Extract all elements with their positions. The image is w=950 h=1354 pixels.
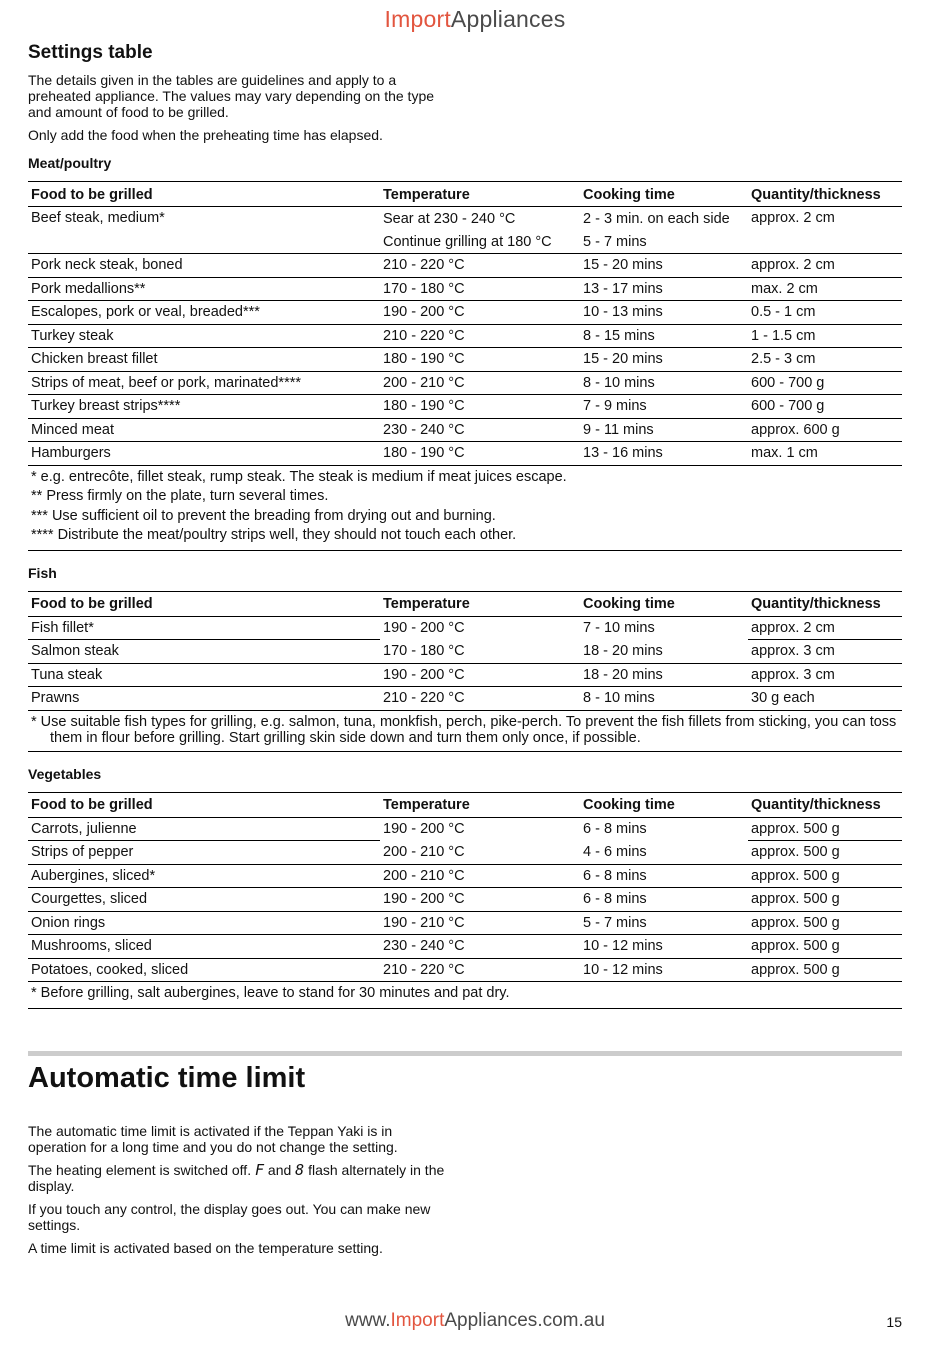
auto-paragraph-2 <box>28 1162 448 1194</box>
table-row <box>28 888 902 912</box>
cell-qty: approx. 2 cm <box>748 254 902 278</box>
brand-logo <box>0 6 950 33</box>
table-row <box>28 254 902 278</box>
cell-qty: approx. 500 g <box>748 888 902 912</box>
cell-temp: 190 - 200 °C <box>380 301 580 325</box>
cell-food: Fish fillet* <box>28 616 380 640</box>
cell-qty: approx. 500 g <box>748 935 902 959</box>
cell-qty: approx. 500 g <box>748 864 902 888</box>
display-symbol-8: 8 <box>295 1160 305 1179</box>
auto-paragraph-3: If you touch any control, the display goes out. You can make new settings. <box>28 1200 431 1233</box>
cell-time: 2 - 3 min. on each side <box>583 210 730 227</box>
col-cooking-time: Cooking time <box>580 792 748 817</box>
cell-time: 5 - 7 mins <box>580 230 748 254</box>
cell-time: 18 - 20 mins <box>580 663 748 687</box>
page-content <box>28 42 902 1263</box>
cell-time: 8 - 10 mins <box>580 687 748 711</box>
logo-import: Import <box>384 6 451 32</box>
vegetables-notes <box>28 982 902 1009</box>
table-row <box>28 958 902 982</box>
cell-food: Salmon steak <box>28 640 380 664</box>
table-row <box>28 207 902 231</box>
cell-temp: 180 - 190 °C <box>380 348 580 372</box>
cell-qty: approx. 3 cm <box>748 663 902 687</box>
cell-temp: 200 - 210 °C <box>380 841 580 865</box>
cell-qty: 0.5 - 1 cm <box>748 301 902 325</box>
col-food: Food to be grilled <box>28 792 380 817</box>
cell-temp: 230 - 240 °C <box>380 935 580 959</box>
cell-food: Escalopes, pork or veal, breaded*** <box>28 301 380 325</box>
cell-qty: approx. 2 cm <box>748 616 902 640</box>
table-row <box>28 935 902 959</box>
cell-temp: 190 - 210 °C <box>380 911 580 935</box>
cell-time: 7 - 9 mins <box>580 395 748 419</box>
table-header-row <box>28 182 902 207</box>
table-row <box>28 418 902 442</box>
table-header-row <box>28 792 902 817</box>
cell-food: Mushrooms, sliced <box>28 935 380 959</box>
cell-temp: 230 - 240 °C <box>380 418 580 442</box>
footnote: **** Distribute the meat/poultry strips well, they should not touch each other. <box>31 527 517 543</box>
meat-table-label: Meat/poultry <box>28 155 112 171</box>
cell-time: 10 - 12 mins <box>580 935 748 959</box>
cell-temp: 210 - 220 °C <box>380 324 580 348</box>
page-number: 15 <box>886 1314 902 1330</box>
cell-qty: 1 - 1.5 cm <box>748 324 902 348</box>
fish-table-label: Fish <box>28 564 57 581</box>
col-temperature: Temperature <box>380 792 580 817</box>
cell-food: Turkey steak <box>28 324 380 348</box>
cell-qty: approx. 500 g <box>748 841 902 865</box>
cell-temp: 190 - 200 °C <box>383 821 465 837</box>
cell-food: Beef steak, medium* <box>28 207 380 254</box>
cell-time: 9 - 11 mins <box>580 418 748 442</box>
footer-url-appliances: Appliances <box>444 1310 538 1331</box>
cell-qty: 2.5 - 3 cm <box>748 348 902 372</box>
cell-qty: max. 2 cm <box>748 277 902 301</box>
cell-time: 8 - 15 mins <box>580 324 748 348</box>
col-cooking-time: Cooking time <box>580 591 748 616</box>
cell-temp: 200 - 210 °C <box>380 864 580 888</box>
cell-temp: 210 - 220 °C <box>380 958 580 982</box>
table-row <box>28 911 902 935</box>
cell-qty: approx. 500 g <box>748 817 902 841</box>
col-quantity: Quantity/thickness <box>748 591 902 616</box>
auto-paragraph-4: A time limit is activated based on the temperature setting. <box>28 1239 383 1256</box>
col-temperature: Temperature <box>380 182 580 207</box>
cell-food: Carrots, julienne <box>28 817 380 841</box>
cell-time: 8 - 10 mins <box>580 371 748 395</box>
cell-food: Turkey breast strips**** <box>28 395 380 419</box>
cell-temp: 190 - 200 °C <box>380 888 580 912</box>
meat-table <box>28 181 902 466</box>
table-row <box>28 616 902 640</box>
automatic-time-limit-title: Automatic time limit <box>28 1061 306 1094</box>
cell-qty: approx. 600 g <box>748 418 902 442</box>
cell-food: Onion rings <box>28 911 380 935</box>
cell-time: 7 - 10 mins <box>583 620 655 636</box>
footnote: ** Press firmly on the plate, turn several times. <box>31 488 329 504</box>
vegetables-table-label: Vegetables <box>28 765 102 782</box>
col-temperature: Temperature <box>380 591 580 616</box>
table-row <box>28 371 902 395</box>
col-cooking-time: Cooking time <box>580 182 748 207</box>
cell-time: 4 - 6 mins <box>580 841 748 865</box>
vegetables-table <box>28 792 902 983</box>
fish-notes <box>28 711 902 752</box>
footer-url-prefix: www. <box>345 1310 391 1331</box>
table-row <box>28 348 902 372</box>
cell-temp: 210 - 220 °C <box>380 254 580 278</box>
footnote: * e.g. entrecôte, fillet steak, rump steak. The steak is medium if meat juices escape. <box>31 468 567 485</box>
table-row <box>28 324 902 348</box>
auto-paragraph-1: The automatic time limit is activated if the Teppan Yaki is in operation for a long time and you do not change the setting. <box>28 1122 398 1155</box>
cell-temp: 170 - 180 °C <box>380 277 580 301</box>
cell-temp: 200 - 210 °C <box>380 371 580 395</box>
cell-food: Tuna steak <box>28 663 380 687</box>
cell-qty: approx. 500 g <box>748 958 902 982</box>
cell-food: Hamburgers <box>28 442 380 466</box>
cell-qty: approx. 500 g <box>748 911 902 935</box>
col-quantity: Quantity/thickness <box>748 182 902 207</box>
table-row <box>28 864 902 888</box>
cell-temp: 180 - 190 °C <box>380 395 580 419</box>
table-row <box>28 277 902 301</box>
section-divider <box>28 1051 902 1056</box>
cell-food: Aubergines, sliced* <box>28 864 380 888</box>
table-row <box>28 301 902 325</box>
table-row <box>28 640 902 664</box>
col-quantity: Quantity/thickness <box>748 792 902 817</box>
table-row <box>28 817 902 841</box>
table-row <box>28 663 902 687</box>
auto-p2-text-c: flash alternately in the display. <box>28 1161 445 1194</box>
table-row <box>28 395 902 419</box>
table-row <box>28 841 902 865</box>
cell-time: 13 - 17 mins <box>580 277 748 301</box>
table-row <box>28 442 902 466</box>
logo-appliances: Appliances <box>450 6 566 32</box>
cell-qty: approx. 2 cm <box>748 207 902 254</box>
settings-title: Settings table <box>28 42 153 63</box>
cell-time: 13 - 16 mins <box>580 442 748 466</box>
cell-food: Minced meat <box>28 418 380 442</box>
cell-time: 18 - 20 mins <box>580 640 748 664</box>
table-row <box>28 687 902 711</box>
auto-p2-text-b: and <box>267 1161 292 1178</box>
cell-food: Potatoes, cooked, sliced <box>28 958 380 982</box>
cell-food: Strips of meat, beef or pork, marinated**** <box>28 371 380 395</box>
cell-food: Strips of pepper <box>28 841 380 865</box>
cell-time: 10 - 12 mins <box>580 958 748 982</box>
settings-intro: The details given in the tables are guidelines and apply to a preheated appliance. The values may vary depending on the type and amount of food to be grilled. <box>28 72 435 120</box>
col-food: Food to be grilled <box>28 182 380 207</box>
cell-temp: Sear at 230 - 240 °C <box>383 210 516 227</box>
cell-qty: 600 - 700 g <box>748 371 902 395</box>
footnote: * Before grilling, salt aubergines, leave to stand for 30 minutes and pat dry. <box>31 985 510 1001</box>
cell-temp: 190 - 200 °C <box>380 663 580 687</box>
cell-temp: 180 - 190 °C <box>380 442 580 466</box>
footnote: *** Use sufficient oil to prevent the breading from drying out and burning. <box>31 507 496 524</box>
cell-qty: 30 g each <box>748 687 902 711</box>
cell-temp: Continue grilling at 180 °C <box>380 230 580 254</box>
cell-qty: approx. 3 cm <box>748 640 902 664</box>
col-food: Food to be grilled <box>28 591 380 616</box>
cell-temp: 170 - 180 °C <box>380 640 580 664</box>
footer-url-suffix: .com.au <box>537 1310 605 1331</box>
cell-food: Prawns <box>28 687 380 711</box>
meat-notes <box>28 466 902 551</box>
cell-food: Pork neck steak, boned <box>28 254 380 278</box>
fish-table <box>28 591 902 711</box>
cell-temp: 190 - 200 °C <box>383 620 465 636</box>
auto-p2-text-a: The heating element is switched off. <box>28 1161 252 1178</box>
footer-url <box>0 1310 950 1332</box>
cell-food: Pork medallions** <box>28 277 380 301</box>
settings-intro-2: Only add the food when the preheating time has elapsed. <box>28 127 383 143</box>
cell-time: 6 - 8 mins <box>580 888 748 912</box>
table-header-row <box>28 591 902 616</box>
footer-url-import: Import <box>390 1310 445 1331</box>
cell-time: 6 - 8 mins <box>583 821 647 837</box>
cell-food: Chicken breast fillet <box>28 348 380 372</box>
footnote: * Use suitable fish types for grilling, e.g. salmon, tuna, monkfish, perch, pike-perch. To prevent the fish fillets from sticking, you can toss them in flour before grilling. Start grilling skin side down and turn them only once, if possible. <box>31 713 897 746</box>
cell-time: 5 - 7 mins <box>580 911 748 935</box>
cell-qty: 600 - 700 g <box>748 395 902 419</box>
cell-qty: max. 1 cm <box>748 442 902 466</box>
cell-time: 15 - 20 mins <box>580 348 748 372</box>
cell-time: 6 - 8 mins <box>580 864 748 888</box>
cell-time: 15 - 20 mins <box>580 254 748 278</box>
display-symbol-f: F <box>254 1160 265 1179</box>
cell-temp: 210 - 220 °C <box>380 687 580 711</box>
cell-food: Courgettes, sliced <box>28 888 380 912</box>
cell-time: 10 - 13 mins <box>580 301 748 325</box>
